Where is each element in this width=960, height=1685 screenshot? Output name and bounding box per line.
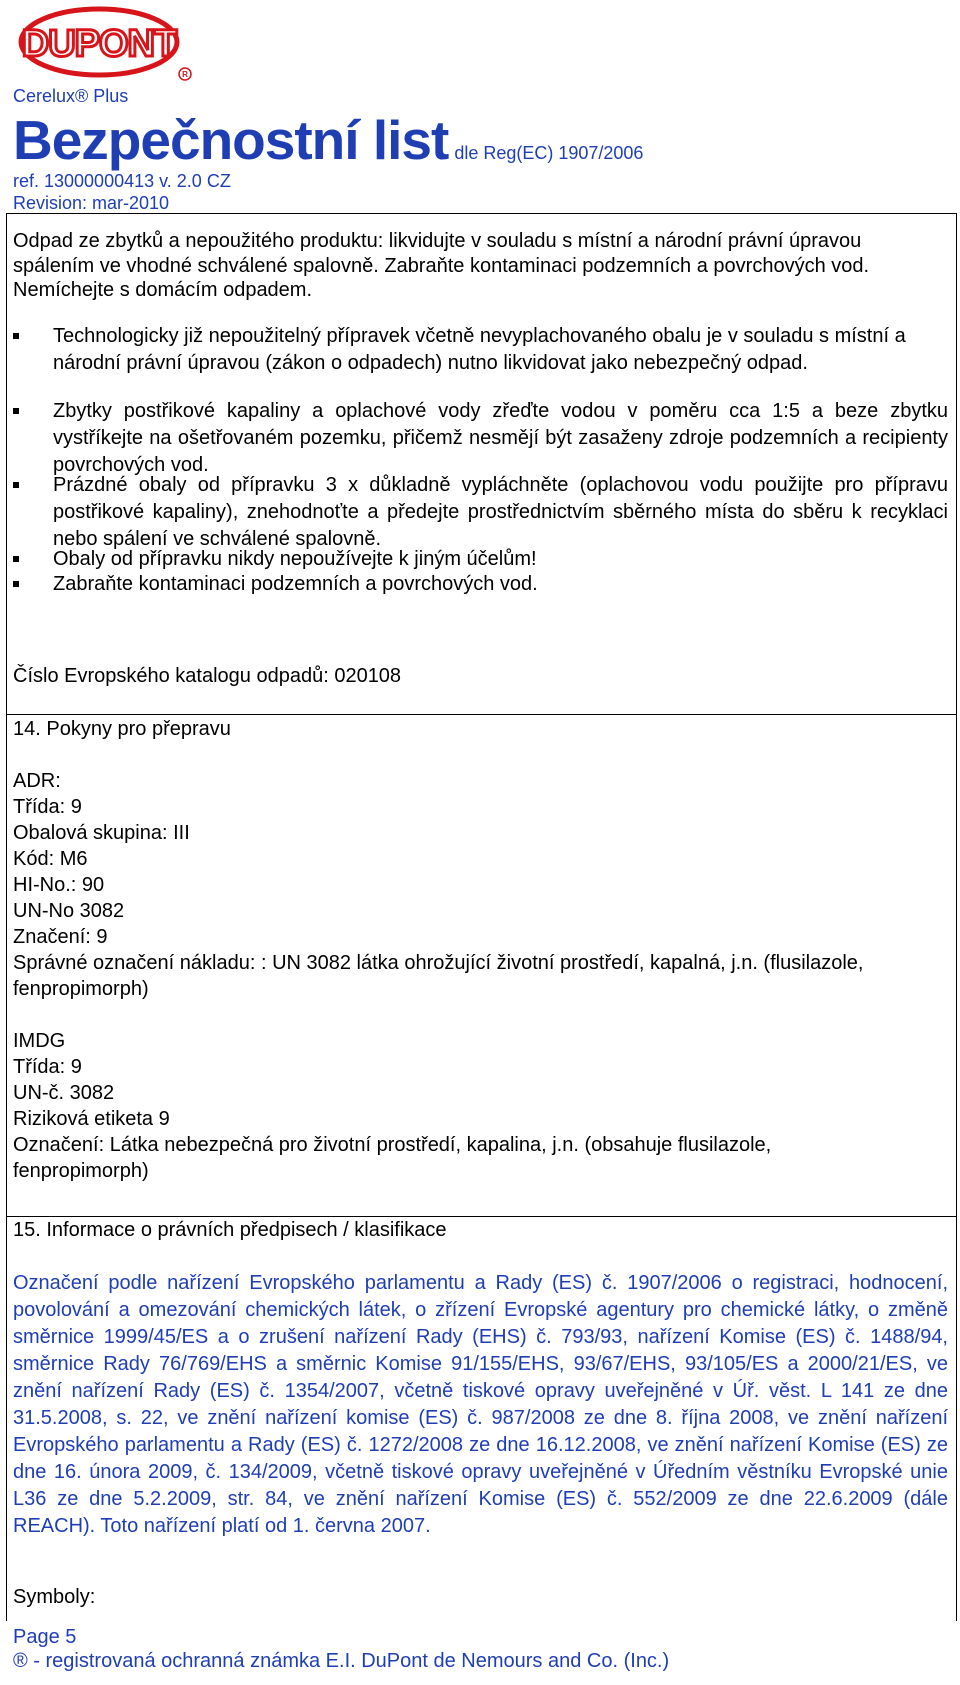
logo-text: DUPONT bbox=[21, 23, 177, 65]
list-item-text: Zbytky postřikové kapaliny a oplachové vody zřeďte vodou v poměru cca 1:5 a beze zbytku vystříkejte na ošetřovaném pozemku, přičemž nesmějí být zasaženy zdroje podzemních a recipienty povrchových vod. bbox=[53, 400, 948, 476]
bullet-icon bbox=[13, 556, 19, 562]
transport-line: Kód: M6 bbox=[13, 848, 88, 870]
list-item bbox=[13, 546, 948, 573]
svg-text:R: R bbox=[182, 70, 188, 79]
transport-line: Obalová skupina: III bbox=[13, 822, 190, 844]
symbols-label: Symboly: bbox=[13, 1586, 96, 1608]
transport-line: Značení: 9 bbox=[13, 926, 108, 948]
list-item-text: Zabraňte kontaminaci podzemních a povrchových vod. bbox=[53, 573, 538, 595]
transport-line: Riziková etiketa 9 bbox=[13, 1108, 170, 1130]
list-item-text: Prázdné obaly od přípravku 3 x důkladně vypláchněte (oplachovou vodu použijte pro přípravu postřikové kapaliny), znehodnoťte a předejte prostřednictvím sběrného místa do sběru k recyklaci nebo spálení ve schválené spalovně. bbox=[53, 474, 948, 550]
transport-line: fenpropimorph) bbox=[13, 1160, 149, 1182]
product-name: Cerelux® Plus bbox=[13, 86, 129, 106]
waste-catalog-number: Číslo Evropského katalogu odpadů: 020108 bbox=[13, 665, 402, 687]
trademark-notice: ® - registrovaná ochranná známka E.I. DuPont de Nemours and Co. (Inc.) bbox=[13, 1650, 670, 1672]
list-item-text: Technologicky již nepoužitelný přípravek včetně nevyplachovaného obalu je v souladu s místní a národní právní úpravou (zákon o odpadech) nutno likvidovat jako nebezpečný odpad. bbox=[53, 325, 906, 374]
title-text: Bezpečnostní list bbox=[13, 109, 449, 171]
regulation-paragraph: Označení podle nařízení Evropského parlamentu a Rady (ES) č. 1907/2006 o registraci, hodnocení, povolování a omezování chemických látek, o zřízení Evropské agentury pro chemické látky, o změně směrnice 1999/45/ES a o zrušení nařízení Rady (EHS) č. 793/93, nařízení Komise (ES) č. 1488/94, směrnice Rady 76/769/EHS a směrnic Komise 91/155/EHS, 93/67/EHS, 93/105/ES a 2000/21/ES, ve znění nařízení Rady (ES) č. 1354/2007, včetně tiskové opravy uveřejněné v Úř. věst. L 141 ze dne 31.5.2008, s. 22, ve znění nařízení komise (ES) č. 987/2008 ze dne 8. října 2008, ve znění nařízení Evropského parlamentu a Rady (ES) č. 1272/2008 ze dne 16.12.2008, ve znění nařízení Komise (ES) ze dne 16. února 2009, č. 134/2009, včetně tiskové opravy uveřejněné v Úředním věstníku Evropské unie L36 ze dne 5.2.2009, str. 84, ve znění nařízení Komise (ES) č. 552/2009 ze dne 22.6.2009 (dále REACH). Toto nařízení platí od 1. června 2007. bbox=[13, 1272, 948, 1537]
disposal-line-3: Nemíchejte s domácím odpadem. bbox=[13, 279, 313, 301]
revision-date: Revision: mar-2010 bbox=[13, 193, 170, 213]
list-item bbox=[13, 398, 948, 479]
disposal-line-1: Odpad ze zbytků a nepoužitého produktu: likvidujte v souladu s místní a národní právní úpravou bbox=[13, 230, 862, 252]
list-item-text: Obaly od přípravku nikdy nepoužívejte k jiným účelům! bbox=[53, 548, 537, 570]
bullet-icon bbox=[13, 482, 19, 488]
bullet-icon bbox=[13, 581, 19, 587]
disposal-line-2: spálením ve vhodné schválené spalovně. Zabraňte kontaminaci podzemních a povrchových vod. bbox=[13, 255, 870, 277]
reference-number: ref. 13000000413 v. 2.0 CZ bbox=[13, 171, 231, 191]
dupont-logo bbox=[17, 6, 193, 84]
transport-line: ADR: bbox=[13, 770, 61, 792]
transport-line: UN-No 3082 bbox=[13, 900, 125, 922]
transport-line: Správné označení nákladu: : UN 3082 látka ohrožující životní prostředí, kapalná, j.n. (flusilazole, bbox=[13, 952, 864, 974]
bullet-icon bbox=[13, 333, 19, 339]
transport-line: HI-No.: 90 bbox=[13, 874, 105, 896]
bullet-icon bbox=[13, 408, 19, 414]
list-item bbox=[13, 472, 948, 553]
list-item bbox=[13, 571, 948, 598]
transport-line: Třída: 9 bbox=[13, 796, 82, 818]
section-15-heading: 15. Informace o právních předpisech / klasifikace bbox=[13, 1219, 447, 1241]
transport-line: Třída: 9 bbox=[13, 1056, 82, 1078]
transport-line: Označení: Látka nebezpečná pro životní prostředí, kapalina, j.n. (obsahuje flusilazole, bbox=[13, 1134, 772, 1156]
transport-line: IMDG bbox=[13, 1030, 66, 1052]
transport-line: UN-č. 3082 bbox=[13, 1082, 115, 1104]
list-item bbox=[13, 323, 948, 377]
page-number: Page 5 bbox=[13, 1626, 77, 1648]
regulation-text: dle Reg(EC) 1907/2006 bbox=[454, 143, 644, 163]
document-title bbox=[13, 108, 643, 172]
transport-line: fenpropimorph) bbox=[13, 978, 149, 1000]
section-14-heading: 14. Pokyny pro přepravu bbox=[13, 718, 231, 740]
